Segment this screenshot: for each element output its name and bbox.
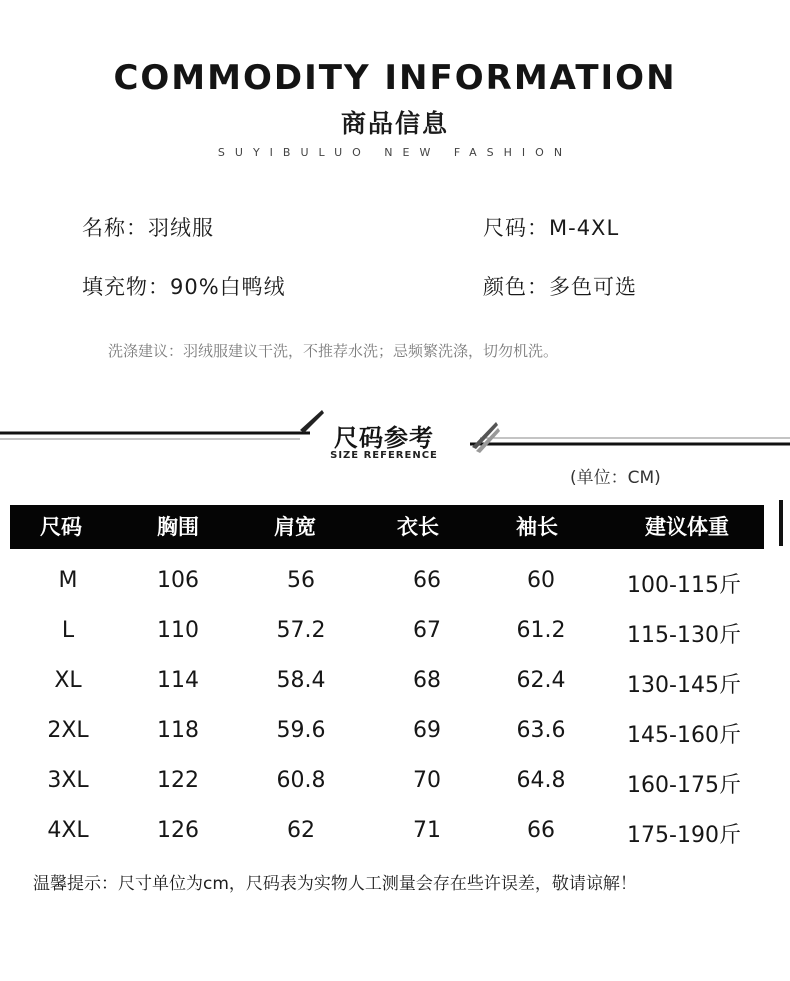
title-english: COMMODITY INFORMATION [113, 58, 677, 98]
title-chinese: 商品信息 [340, 109, 449, 138]
cell-chest: 122 [157, 768, 199, 793]
header-weight: 建议体重 [645, 515, 729, 539]
cell-weight: 145-160斤 [627, 723, 741, 748]
cell-sleeve: 61.2 [516, 618, 566, 643]
cell-weight: 100-115斤 [627, 573, 741, 598]
cell-size: 2XL [47, 718, 89, 743]
cell-weight: 115-130斤 [627, 623, 741, 648]
table-header [10, 505, 764, 549]
cell-shoulder: 57.2 [276, 618, 326, 643]
cell-shoulder: 56 [287, 568, 315, 593]
cell-shoulder: 58.4 [276, 668, 326, 693]
product-name: 名称：羽绒服 [82, 216, 214, 240]
cell-length: 71 [413, 818, 441, 843]
cell-weight: 160-175斤 [627, 773, 741, 798]
washing-advice: 洗涤建议：羽绒服建议干洗，不推荐水洗；忌频繁洗涤，切勿机洗。 [108, 342, 559, 360]
cell-weight: 175-190斤 [627, 823, 741, 848]
cell-sleeve: 60 [527, 568, 555, 593]
cell-size: 4XL [47, 818, 89, 843]
cell-sleeve: 64.8 [516, 768, 566, 793]
cell-chest: 114 [157, 668, 199, 693]
brand-tagline: SUYIBULUO NEW FASHION [217, 146, 573, 159]
header-sleeve: 袖长 [516, 515, 558, 539]
unit-label: (单位：CM) [570, 468, 661, 488]
cell-size: 3XL [47, 768, 89, 793]
cell-sleeve: 66 [527, 818, 555, 843]
header-size: 尺码 [40, 515, 82, 539]
measurement-tip: 温馨提示：尺寸单位为cm，尺码表为实物人工测量会存在些许误差，敬请谅解！ [33, 874, 637, 894]
header-chest: 胸围 [157, 515, 199, 539]
cell-length: 70 [413, 768, 441, 793]
side-marker [779, 500, 783, 546]
cell-sleeve: 62.4 [516, 668, 566, 693]
product-size-range: 尺码：M-4XL [483, 216, 620, 240]
cell-shoulder: 62 [287, 818, 315, 843]
header-shoulder: 肩宽 [274, 515, 316, 539]
cell-shoulder: 60.8 [276, 768, 326, 793]
size-reference-subtitle: SIZE REFERENCE [330, 450, 438, 461]
cell-sleeve: 63.6 [516, 718, 566, 743]
cell-length: 68 [413, 668, 441, 693]
product-color: 颜色：多色可选 [483, 275, 637, 299]
cell-shoulder: 59.6 [276, 718, 326, 743]
cell-size: M [58, 568, 78, 593]
cell-length: 66 [413, 568, 441, 593]
cell-chest: 118 [157, 718, 199, 743]
cell-length: 67 [413, 618, 441, 643]
cell-weight: 130-145斤 [627, 673, 741, 698]
cell-length: 69 [413, 718, 441, 743]
product-filling: 填充物：90%白鸭绒 [82, 275, 286, 299]
header-length: 衣长 [397, 515, 439, 539]
cell-size: XL [54, 668, 82, 693]
cell-size: L [61, 618, 75, 643]
cell-chest: 110 [157, 618, 199, 643]
size-reference-title: 尺码参考 [334, 424, 434, 452]
cell-chest: 126 [157, 818, 199, 843]
cell-chest: 106 [157, 568, 199, 593]
